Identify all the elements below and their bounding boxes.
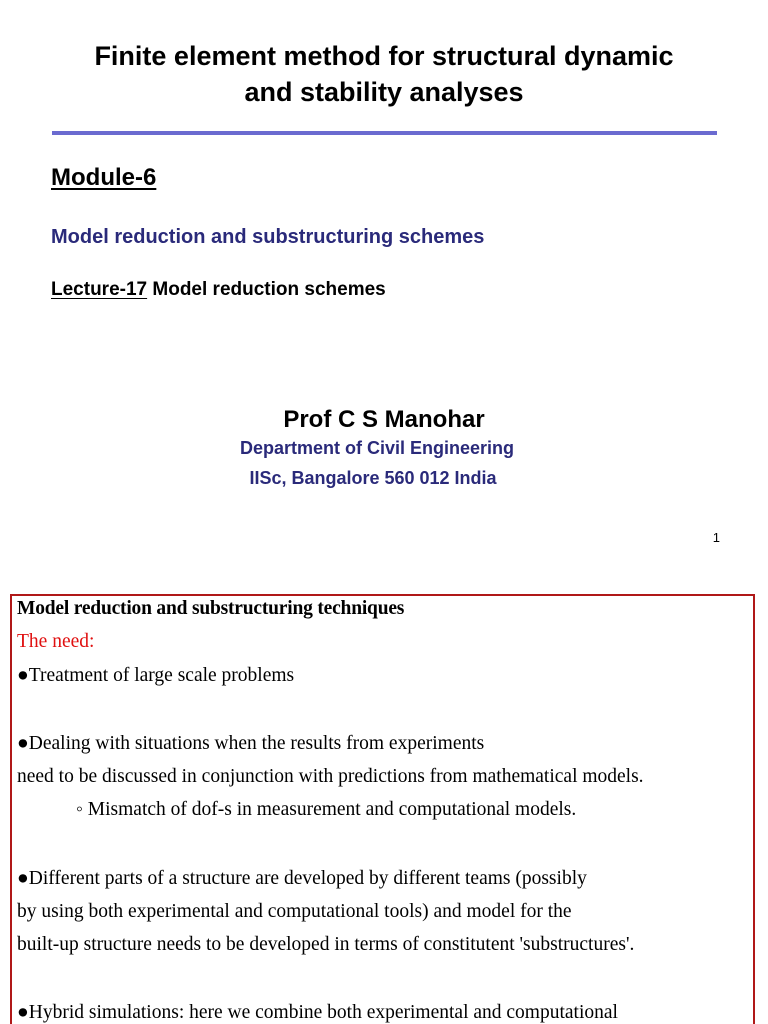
department-name: Department of Civil Engineering bbox=[239, 438, 515, 458]
bullet-large-scale: ●Treatment of large scale problems bbox=[17, 665, 295, 686]
page-number: 1 bbox=[712, 530, 720, 545]
title-divider bbox=[52, 131, 717, 135]
sub-bullet-mismatch: ◦ Mismatch of dof-s in measurement and computational models. bbox=[76, 799, 577, 820]
need-label: The need: bbox=[17, 631, 95, 652]
slide-gap bbox=[0, 572, 768, 594]
bullet-hybrid-simulations: ●Hybrid simulations: here we combine both experimental and computational bbox=[17, 1002, 618, 1023]
slide-title-line-2: and stability analyses bbox=[244, 77, 524, 107]
content-slide bbox=[10, 594, 755, 1024]
bullet-different-teams-cont-1: by using both experimental and computational tools) and model for the bbox=[17, 901, 572, 922]
module-subtitle: Model reduction and substructuring schemes bbox=[51, 226, 485, 248]
module-heading: Module-6 bbox=[51, 164, 157, 191]
slide-heading: Model reduction and substructuring techniques bbox=[17, 598, 405, 619]
bullet-different-teams-cont-2: built-up structure needs to be developed in terms of constitutent 'substructures'. bbox=[17, 934, 635, 955]
slide-title bbox=[20, 38, 748, 110]
institution-address: IISc, Bangalore 560 012 India bbox=[249, 468, 497, 488]
lecture-line bbox=[51, 279, 386, 301]
slide-title-line-1: Finite element method for structural dynamic bbox=[94, 41, 674, 71]
bullet-different-teams: ●Different parts of a structure are developed by different teams (possibly bbox=[17, 868, 587, 889]
professor-name: Prof C S Manohar bbox=[283, 406, 485, 433]
lecture-number: Lecture-17 bbox=[51, 279, 148, 300]
bullet-experiments: ●Dealing with situations when the results from experiments bbox=[17, 733, 485, 754]
lecture-title: Model reduction schemes bbox=[147, 279, 386, 300]
bullet-experiments-cont: need to be discussed in conjunction with predictions from mathematical models. bbox=[17, 766, 644, 787]
